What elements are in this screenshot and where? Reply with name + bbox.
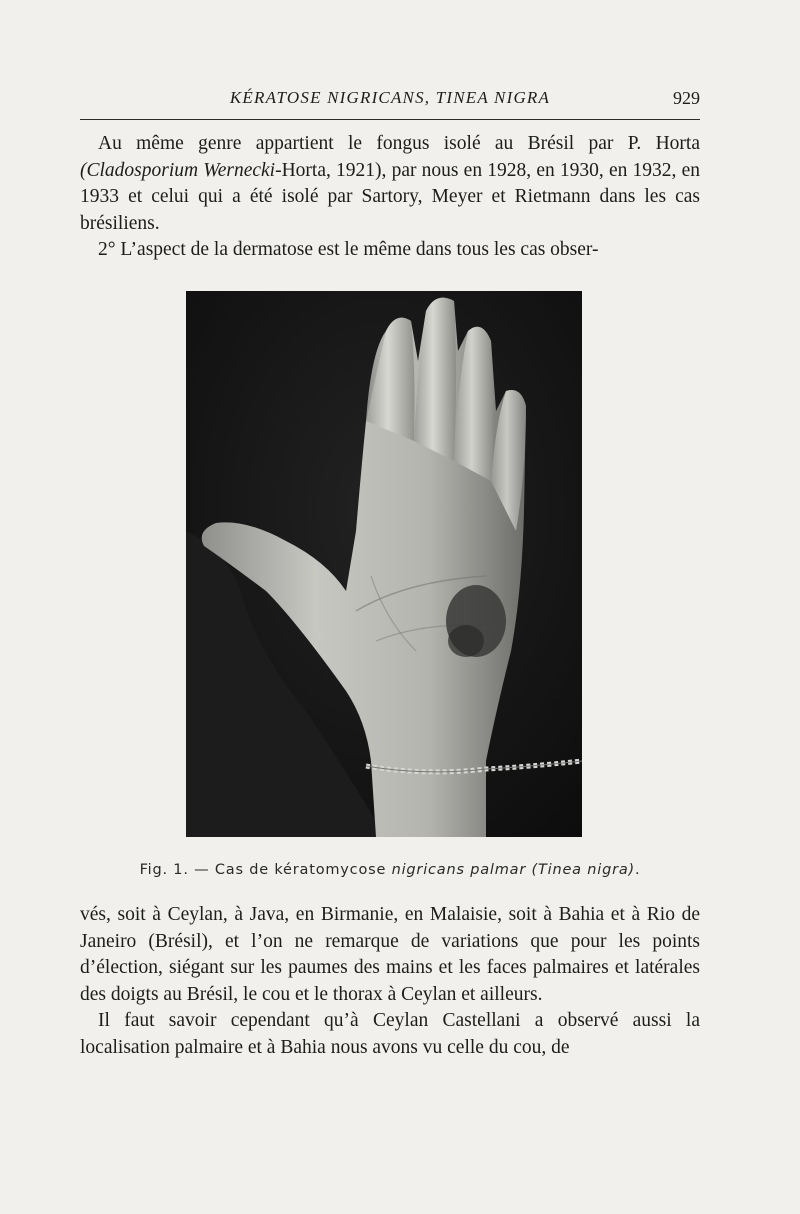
species-name: (Cladosporium Wernecki [80, 159, 276, 181]
caption-prefix: Fig. 1. — Cas de kératomycose [139, 862, 392, 878]
paragraph-castellani: Il faut savoir cependant qu’à Ceylan Castellani a observé aussi la localisation palmaire et à Bahia nous avons vu celle du cou, de [80, 1010, 700, 1058]
running-title: KÉRATOSE NIGRICANS, TINEA NIGRA [229, 88, 551, 107]
paragraph-aspect: 2° L’aspect de la dermatose est le même dans tous les cas obser- [98, 239, 599, 260]
paragraph-fungus [80, 131, 700, 237]
paragraph-fungus-part1: Au même genre appartient le fongus isolé au Brésil par P. Horta [98, 133, 700, 154]
header-rule [80, 119, 700, 120]
page-header [80, 84, 700, 114]
paragraph-localisation: vés, soit à Ceylan, à Java, en Birmanie, en Malaisie, soit à Bahia et à Rio de Janeiro (Brésil), et l’on ne remarque de variations que pour les points d’élection, siégant sur les paumes des mains et les faces palmaires et latérales des doigts au Brésil, le cou et le thorax à Ceylan et ailleurs. [80, 904, 700, 1005]
top-text-block [80, 131, 700, 264]
caption-suffix: . [635, 862, 641, 878]
caption-italic: nigricans palmar (Tinea nigra) [391, 862, 636, 878]
skin-lesion-core [448, 625, 484, 657]
bottom-text-block [80, 902, 700, 1061]
figure-caption [80, 862, 700, 878]
figure-photo-hand [186, 291, 582, 837]
paragraph-fungus-part2: -Horta, 1921), par nous en 1928, en 1930, en 1932, en 1933 et celui qui a été isolé par Sartory, Meyer et Rietmann dans les cas brésiliens. [80, 159, 700, 234]
hand-photograph [186, 291, 582, 837]
page-number: 929 [673, 88, 700, 108]
